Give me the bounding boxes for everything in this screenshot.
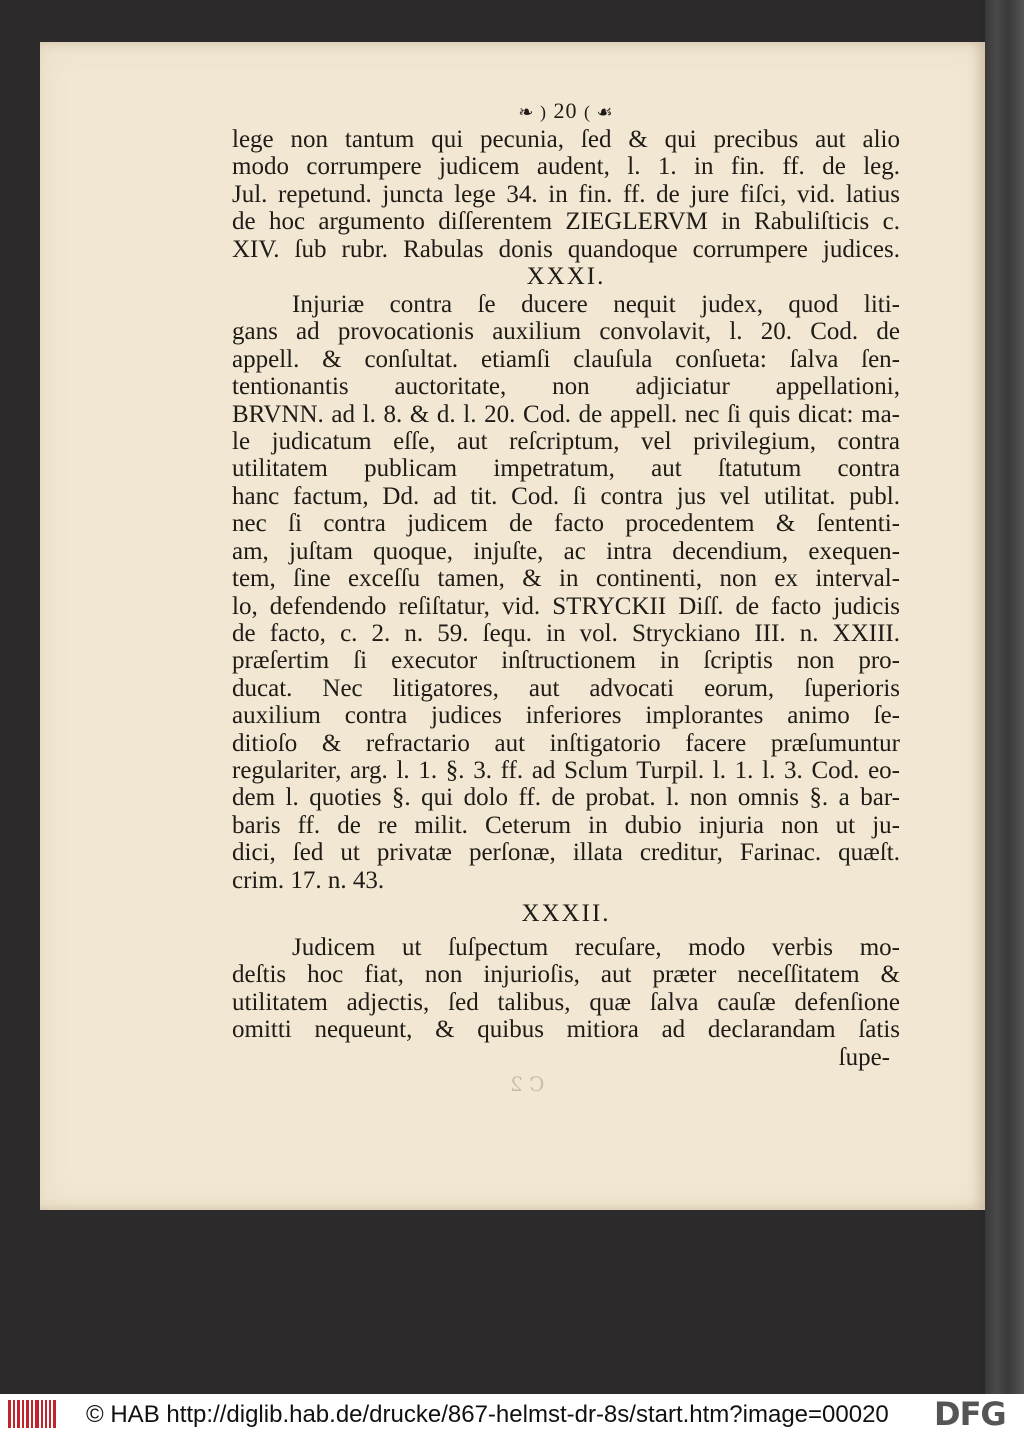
text-line: gans ad provocationis auxilium convolavit, l. 20. Cod. de xyxy=(232,318,900,346)
text-line: lege non tantum qui pecunia, ſed & qui precibus aut alio xyxy=(232,126,900,153)
show-through-signature: C 2 xyxy=(510,1072,545,1096)
text-line: ditioſo & refractario aut inſtigatorio facere præſumuntur xyxy=(232,729,900,757)
text-line: dici, ſed ut privatæ perſonæ, illata creditur, Farinac. quæſt. xyxy=(232,839,900,867)
page-header xyxy=(232,96,900,126)
source-url[interactable]: © HAB http://diglib.hab.de/drucke/867-helmst-dr-8s/start.htm?image=00020 xyxy=(86,1401,889,1428)
page-text xyxy=(232,96,900,1071)
text-line: Injuriæ contra ſe ducere nequit judex, quod liti- xyxy=(292,291,900,319)
text-line: regulariter, arg. l. 1. §. 3. ff. ad Sclum Turpil. l. 1. l. 3. Cod. eo- xyxy=(232,756,900,784)
left-ornament-icon: ❧ ) xyxy=(518,102,547,122)
text-line: præſertim ſi executor inſtructionem in ſcriptis non pro- xyxy=(232,647,900,675)
text-line: utilitatem publicam impetratum, aut ſtatutum contra xyxy=(232,455,900,483)
text-line: dem l. quoties §. qui dolo ff. de probat. l. non omnis §. a bar- xyxy=(232,784,900,812)
text-line: modo corrumpere judicem audent, l. 1. in fin. ff. de leg. xyxy=(232,153,900,181)
text-line: deſtis hoc fiat, non injurioſis, aut præter neceſſitatem & xyxy=(232,961,900,989)
text-line: hanc factum, Dd. ad tit. Cod. ſi contra jus vel utilitat. publ. xyxy=(232,482,900,510)
text-line: auxilium contra judices inferiores implorantes animo ſe- xyxy=(232,702,900,730)
text-line: omitti nequeunt, & quibus mitiora ad declarandam ſatis xyxy=(232,1016,900,1044)
paragraph-1 xyxy=(232,126,900,263)
text-line: de hoc argumento diſſerentem ZIEGLERVM in Rabuliſticis c. xyxy=(232,208,900,236)
text-line: tentionantis auctoritate, non adjiciatur appellationi, xyxy=(232,373,900,401)
text-line: BRVNN. ad l. 8. & d. l. 20. Cod. de appell. nec ſi quis dicat: ma- xyxy=(232,400,900,428)
text-line: baris ff. de re milit. Ceterum in dubio injuria non ut ju- xyxy=(232,811,900,839)
text-line: crim. 17. n. 43. xyxy=(232,866,385,894)
page-number: 20 xyxy=(553,98,578,123)
text-line: utilitatem adjectis, ſed talibus, quæ ſalva cauſæ defenſione xyxy=(232,988,900,1016)
text-line: ducat. Nec litigatores, aut advocati eorum, ſuperioris xyxy=(232,674,900,702)
text-line: XIV. ſub rubr. Rabulas donis quandoque corrumpere judices. xyxy=(232,235,900,263)
paragraph-2 xyxy=(232,291,900,894)
text-line: tem, ſine exceſſu tamen, & in continenti, non ex interval- xyxy=(232,565,900,593)
barcode-logo-icon xyxy=(8,1400,56,1428)
right-ornament-icon: ( ☙ xyxy=(583,102,614,122)
paragraph-3 xyxy=(232,934,900,1071)
text-line: nec ſi contra judicem de facto procedentem & ſententi- xyxy=(232,510,900,538)
text-line: Jul. repetund. juncta lege 34. in fin. ff. de jure fiſci, vid. latius xyxy=(232,180,900,208)
text-line: am, juſtam quoque, injuſte, ac intra decendium, exequen- xyxy=(232,537,900,565)
catchword: ſupe- xyxy=(838,1043,890,1071)
book-spine xyxy=(985,0,1024,1394)
text-line: le judicatum eſſe, aut reſcriptum, vel privilegium, contra xyxy=(232,428,900,456)
section-heading: XXXII. xyxy=(521,899,611,927)
text-line: Judicem ut ſuſpectum recuſare, modo verbis mo- xyxy=(292,933,900,961)
text-line: lo, defendendo reſiſtatur, vid. STRYCKII Diſſ. de facto judicis xyxy=(232,592,900,620)
section-heading: XXXI. xyxy=(526,263,606,291)
text-line: de facto, c. 2. n. 59. ſequ. in vol. Stryckiano III. n. XXIII. xyxy=(232,619,900,647)
dfg-logo: DFG xyxy=(934,1395,1006,1433)
text-line: appell. & conſultat. etiamſi clauſula conſueta: ſalva ſen- xyxy=(232,345,900,373)
